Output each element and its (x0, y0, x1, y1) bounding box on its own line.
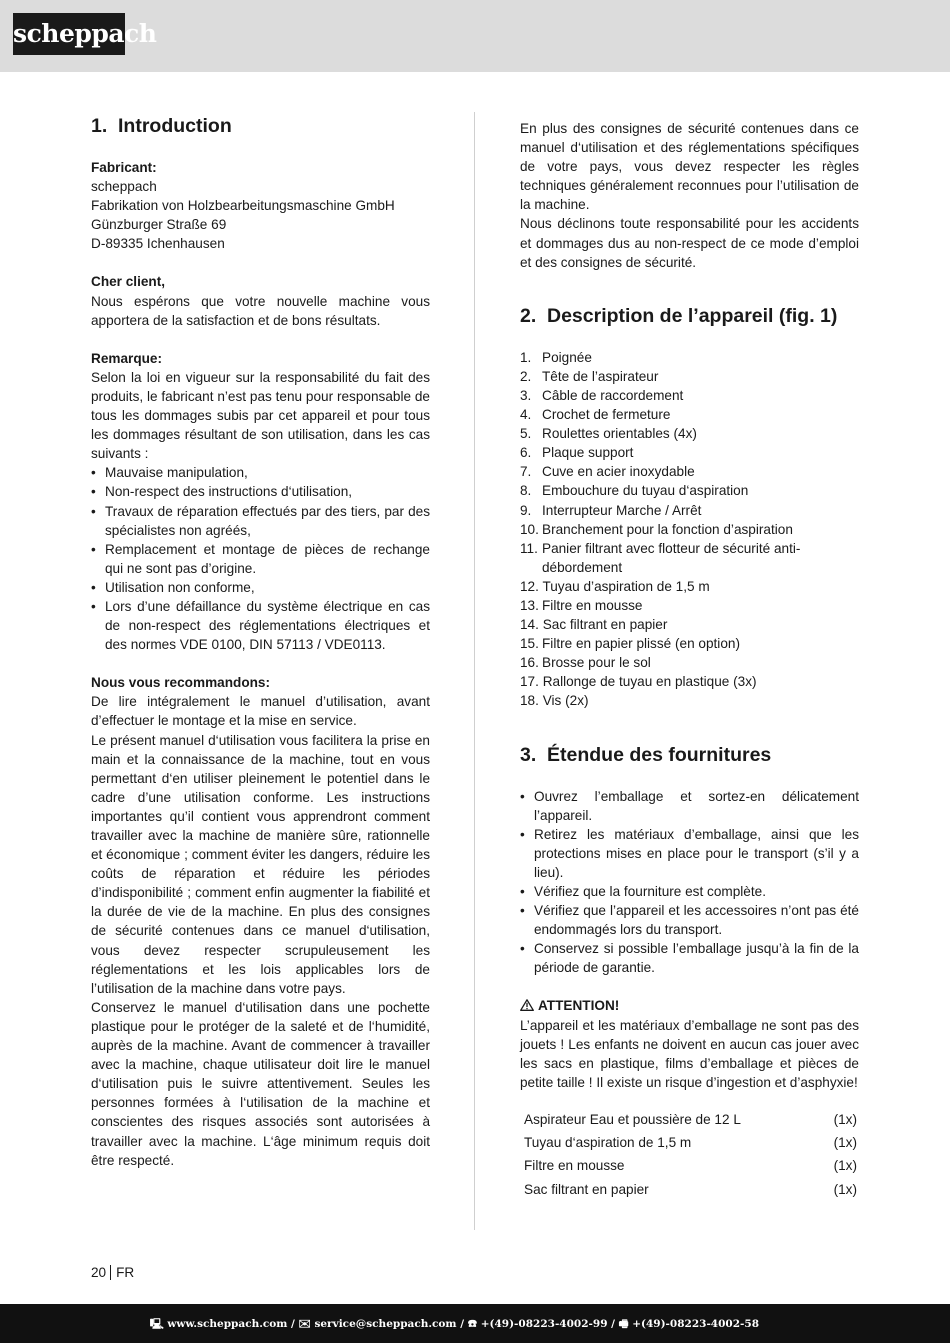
manufacturer-label: Fabricant: (91, 160, 157, 175)
list-item: • Vérifiez que la fourniture est complète. (520, 882, 859, 901)
list-item: • Lors d’une défaillance du système électrique en cas de non-respect des réglementations électriques et des normes VDE 0100, DIN 57113 / VDE0113. (91, 597, 430, 654)
list-item: 11. Panier filtrant avec flotteur de sécurité anti-débordement (520, 540, 801, 575)
table-row: Sac filtrant en papier (1x) (524, 1181, 857, 1197)
list-item: 18. Vis (2x) (520, 693, 589, 709)
list-item: 7. Cuve en acier inoxydable (520, 464, 695, 480)
brand-logo: scheppach (13, 13, 125, 55)
column-divider (474, 112, 475, 1230)
note-bullet-list (91, 463, 430, 654)
recommend-paragraph: Le présent manuel d‘utilisation vous facilitera la prise en main et la connaissance de la machine, tout en vous permettant d‘en utiliser pleinement le potentiel dans le cadre d’une utilisation conforme. Les instructions importantes qu’il contient vous apprendront comment travailler avec la machine de manière sûre, rationnelle et économique ; comment éviter les dangers, réduire les coûts de réparation et réduire les périodes d’indisponibilité ; comment enfin augmenter la fiabilité et la durée de vie de la machine. En plus des consignes de sécurité contenues dans ce manuel d‘utilisation, vous devez respecter scrupuleusement les réglementations et les lois applicables lors de l’utilisation de la machine dans votre pays. (91, 732, 430, 996)
intro-paragraph: En plus des consignes de sécurité contenues dans ce manuel d‘utilisation et des réglementations spécifiques de votre pays, vous devez respecter les règles techniques généralement reconnues pour l’utilisation de la machine. (520, 121, 859, 213)
list-item: 1. Poignée (520, 349, 592, 365)
list-item: 9. Interrupteur Marche / Arrêt (520, 502, 702, 518)
section-3-heading: 3. Étendue des fournitures (520, 743, 772, 766)
left-column (91, 112, 430, 1170)
header-bar (0, 0, 950, 72)
list-item: • Conservez si possible l’emballage jusqu’à la fin de la période de garantie. (520, 939, 859, 977)
list-item: 17. Rallonge de tuyau en plastique (3x) (520, 674, 757, 690)
attention-label: ATTENTION! (520, 996, 859, 1015)
list-item: 6. Plaque support (520, 445, 634, 461)
list-item: • Travaux de réparation effectués par des tiers, par des spécialistes non agréés, (91, 502, 430, 540)
table-row: Aspirateur Eau et poussière de 12 L (1x) (524, 1111, 857, 1127)
supply-table (524, 1110, 857, 1203)
list-item: 3. Câble de raccordement (520, 387, 684, 403)
table-row: Tuyau d‘aspiration de 1,5 m (1x) (524, 1135, 857, 1151)
list-item: 16. Brosse pour le sol (520, 655, 651, 671)
list-item: 2. Tête de l’aspirateur (520, 368, 659, 384)
list-item: • Vérifiez que l’appareil et les accessoires n’ont pas été endommagés lors du transport. (520, 901, 859, 939)
list-item: 10. Branchement pour la fonction d’aspiration (520, 521, 793, 537)
page-number-separator (110, 1265, 111, 1280)
page-number: 20 FR (91, 1265, 135, 1280)
right-column (520, 119, 859, 1203)
scope-bullet-list (520, 787, 859, 978)
list-item: 15. Filtre en papier plissé (en option) (520, 636, 740, 652)
table-row: Filtre en mousse (1x) (524, 1158, 857, 1174)
list-item: • Remplacement et montage de pièces de rechange qui ne sont pas d’origine. (91, 540, 430, 578)
note-label: Remarque: (91, 350, 163, 366)
list-item: 12. Tuyau d’aspiration de 1,5 m (520, 578, 710, 594)
list-item: 4. Crochet de fermeture (520, 407, 671, 423)
list-item: 13. Filtre en mousse (520, 597, 643, 613)
list-item: • Utilisation non conforme, (91, 578, 430, 597)
recommend-paragraph: De lire intégralement le manuel d’utilisation, avant d’effectuer le montage et la mise en service. (91, 694, 430, 729)
attention-text: L’appareil et les matériaux d’emballage ne sont pas des jouets ! Les enfants ne doivent en aucun cas jouer avec les sacs en plastique, films d’emballage et pièces de petite taille ! Il existe un risque d’ingestion et d’asphyxie! (520, 1017, 859, 1090)
note-text: Selon la loi en vigueur sur la responsabilité du fait des produits, le fabricant n’est pas tenu pour responsable de tous les dommages subis par cet appareil et pour tous les dommages résultant de son utilisation, dans les cas suivants : (91, 369, 430, 462)
manufacturer-address: scheppach Fabrikation von Holzbearbeitungsmaschine GmbH Günzburger Straße 69 D-89335 Ichenhausen (91, 179, 395, 252)
list-item: • Mauvaise manipulation, (91, 463, 430, 482)
recommend-paragraph: Conservez le manuel d‘utilisation dans une pochette plastique pour le protéger de la saleté et de l‘humidité, auprès de la machine. Avant de commencer à travailler avec la machine, chaque utilisateur doit lire le manuel d‘utilisation puis le suivre attentivement. Seules les personnes formées à l‘utilisation de la machine et conscientes des risques associés sont autorisées à travailler avec la machine. L‘âge minimum requis doit être respecté. (91, 999, 430, 1168)
customer-text: Nous espérons que votre nouvelle machine vous apportera de la satisfaction et de bons résultats. (91, 293, 430, 328)
recommend-label: Nous vous recommandons: (91, 675, 271, 691)
list-item: • Non-respect des instructions d‘utilisation, (91, 482, 430, 501)
contact-footer: 🖳 www.scheppach.com / ✉ service@scheppach.com / ☎ +(49)-08223-4002-99 / 🖷 +(49)-08223-4002-58 (0, 1304, 950, 1343)
warning-triangle-icon (520, 999, 534, 1011)
list-item: 14. Sac filtrant en papier (520, 617, 668, 633)
list-item: 5. Roulettes orientables (4x) (520, 426, 697, 442)
parts-list (520, 348, 859, 711)
list-item: • Retirez les matériaux d’emballage, ainsi que les protections mises en place pour le transport (s’il y a lieu). (520, 825, 859, 882)
intro-paragraph: Nous déclinons toute responsabilité pour les accidents et dommages dus au non-respect de ce mode d’emploi et des consignes de sécurité. (520, 216, 859, 270)
customer-label: Cher client, (91, 274, 166, 290)
list-item: • Ouvrez l’emballage et sortez-en délicatement l’appareil. (520, 787, 859, 825)
list-item: 8. Embouchure du tuyau d‘aspiration (520, 483, 749, 499)
section-2-heading: 2. Description de l’appareil (fig. 1) (520, 304, 838, 327)
section-1-heading: 1. Introduction (91, 115, 232, 137)
